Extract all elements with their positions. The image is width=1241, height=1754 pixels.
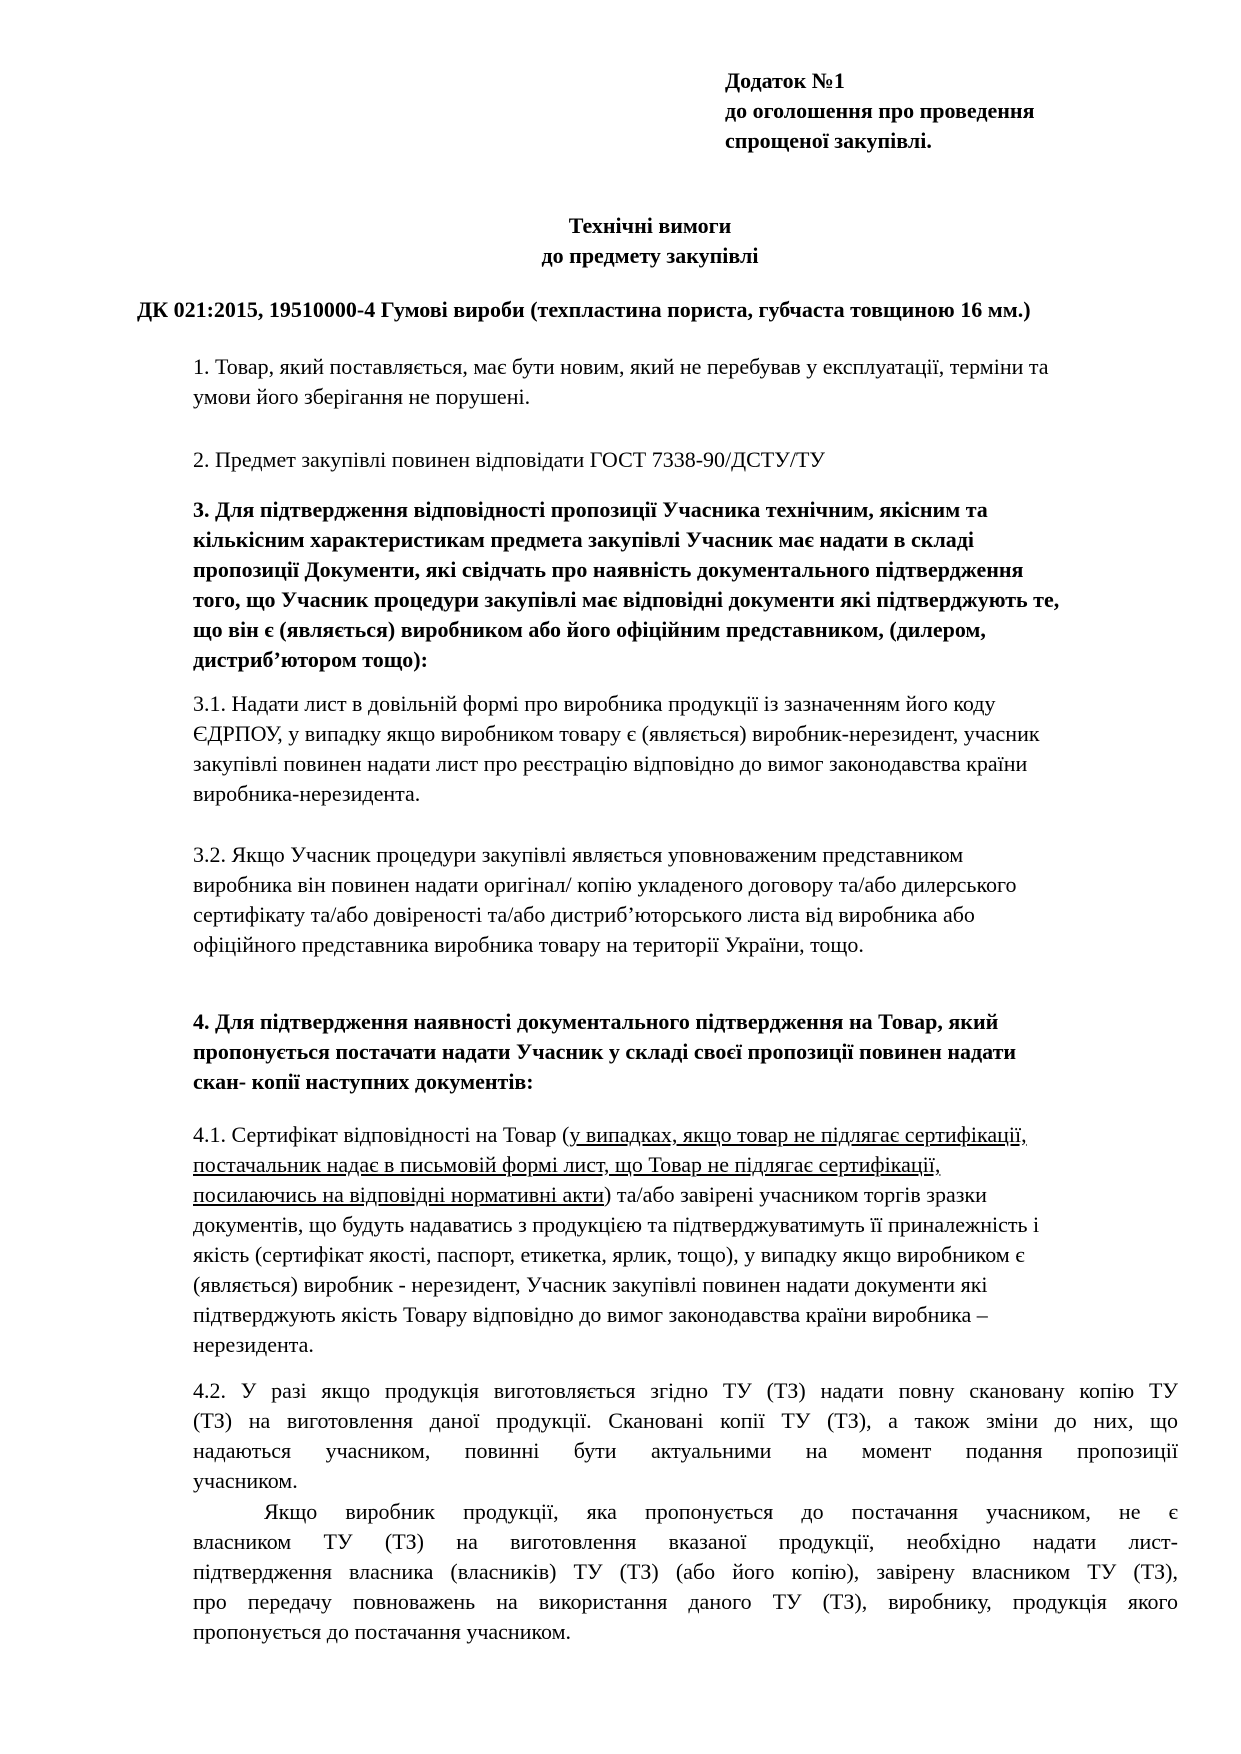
paragraph-3-2-line: офіційного представника виробника товару на території України, тощо. bbox=[193, 932, 864, 957]
paragraph-3-2-line: виробника він повинен надати оригінал/ копію укладеного договору та/або дилерського bbox=[193, 872, 1017, 897]
paragraph-2 bbox=[193, 445, 1178, 475]
paragraph-4-3-line: Якщо виробник продукції, яка пропонується до постачання учасником, не є bbox=[264, 1499, 1178, 1524]
paragraph-4-2-line: 4.2. У разі якщо продукція виготовляється згідно ТУ (ТЗ) надати повну скановану копію ТУ bbox=[193, 1378, 1178, 1403]
paragraph-4-line: пропонується постачати надати Учасник у складі своєї пропозиції повинен надати bbox=[193, 1039, 1017, 1064]
paragraph-3-2 bbox=[193, 840, 1178, 960]
paragraph-1 bbox=[193, 352, 1178, 412]
annex-number: Додаток №1 bbox=[725, 68, 845, 93]
paragraph-4-1-line: (являється) виробник - нерезидент, Учасник закупівлі повинен надати документи які bbox=[193, 1272, 988, 1297]
paragraph-3-line: того, що Учасник процедури закупівлі має відповідні документи які підтверджують те, bbox=[193, 587, 1060, 612]
paragraph-4-2 bbox=[193, 1376, 1178, 1496]
paragraph-1-line: 1. Товар, який поставляється, має бути новим, який не перебував у експлуатації, терміни та bbox=[193, 354, 1049, 379]
paragraph-3-line: дистриб’ютором тощо): bbox=[193, 647, 428, 672]
paragraph-4-1-text: 4.1. Сертифікат відповідності на Товар ( bbox=[193, 1122, 570, 1147]
paragraph-3-line: що він є (являється) виробником або його офіційним представником, (дилером, bbox=[193, 617, 986, 642]
paragraph-4-3-line: про передачу повноважень на використання даного ТУ (ТЗ), виробнику, продукція якого bbox=[193, 1589, 1178, 1614]
paragraph-3-1-line: ЄДРПОУ, у випадку якщо виробником товару є (являється) виробник-нерезидент, учасник bbox=[193, 721, 1040, 746]
paragraph-4-1-line bbox=[193, 1150, 1178, 1180]
paragraph-3-2-line: сертифікату та/або довіреності та/або дистриб’юторського листа від виробника або bbox=[193, 902, 975, 927]
paragraph-4-1 bbox=[193, 1120, 1178, 1360]
paragraph-4-3-line: пропонується до постачання учасником. bbox=[193, 1619, 572, 1644]
paragraph-3-1-line: виробника-нерезидента. bbox=[193, 781, 421, 806]
paragraph-4 bbox=[193, 1007, 1178, 1097]
paragraph-3 bbox=[193, 495, 1178, 675]
paragraph-4-1-line: нерезидента. bbox=[193, 1332, 314, 1357]
paragraph-1-line: умови його зберігання не порушені. bbox=[193, 384, 531, 409]
paragraph-4-1-text: ) та/або завірені учасником торгів зразки bbox=[604, 1182, 987, 1207]
paragraph-4-1-line bbox=[193, 1180, 1178, 1210]
paragraph-4-1-line bbox=[193, 1120, 1178, 1150]
paragraph-3-line: 3. Для підтвердження відповідності пропозиції Учасника технічним, якісним та bbox=[193, 497, 988, 522]
title-line-2: до предмету закупівлі bbox=[541, 243, 759, 268]
classifier-code-line: ДК 021:2015, 19510000-4 Гумові вироби (техпластина пориста, губчаста товщиною 16 мм.) bbox=[137, 297, 1031, 322]
annex-header bbox=[725, 66, 1145, 156]
paragraph-4-line: скан- копії наступних документів: bbox=[193, 1069, 534, 1094]
paragraph-3-line: пропозиції Документи, які свідчать про наявність документального підтвердження bbox=[193, 557, 1024, 582]
title-line-1: Технічні вимоги bbox=[568, 213, 732, 238]
underlined-clause: посилаючись на відповідні нормативні акти bbox=[193, 1182, 605, 1207]
paragraph-4-1-line: документів, що будуть надаватись з продукцією та підтверджуватимуть її приналежність і bbox=[193, 1212, 1040, 1237]
paragraph-4-3 bbox=[193, 1497, 1178, 1647]
paragraph-4-1-line: якість (сертифікат якості, паспорт, етикетка, ярлик, тощо), у випадку якщо виробником є bbox=[193, 1242, 1025, 1267]
document-title bbox=[0, 211, 1241, 271]
paragraph-4-3-line: підтвердження власника (власників) ТУ (ТЗ) (або його копію), завірену власником ТУ (ТЗ), bbox=[193, 1559, 1178, 1584]
underlined-clause: постачальник надає в письмовій формі лист, що Товар не підлягає сертифікації, bbox=[193, 1152, 941, 1177]
paragraph-2-line: 2. Предмет закупівлі повинен відповідати ГОСТ 7338-90/ДСТУ/ТУ bbox=[193, 447, 825, 472]
paragraph-3-2-line: 3.2. Якщо Учасник процедури закупівлі являється уповноваженим представником bbox=[193, 842, 964, 867]
paragraph-4-1-line: підтверджують якість Товару відповідно до вимог законодавства країни виробника – bbox=[193, 1302, 988, 1327]
paragraph-4-line: 4. Для підтвердження наявності документального підтвердження на Товар, який bbox=[193, 1009, 999, 1034]
paragraph-3-1-line: закупівлі повинен надати лист про реєстрацію відповідно до вимог законодавства країни bbox=[193, 751, 1028, 776]
paragraph-4-2-line: надаються учасником, повинні бути актуальними на момент подання пропозиції bbox=[193, 1438, 1178, 1463]
annex-line-2: до оголошення про проведення bbox=[725, 98, 1035, 123]
underlined-clause: у випадках, якщо товар не підлягає сертифікації, bbox=[569, 1122, 1027, 1147]
paragraph-4-2-line: (ТЗ) на виготовлення даної продукції. Скановані копії ТУ (ТЗ), а також зміни до них, що bbox=[193, 1408, 1178, 1433]
paragraph-4-3-line: власником ТУ (ТЗ) на виготовлення вказаної продукції, необхідно надати лист- bbox=[193, 1529, 1178, 1554]
annex-line-3: спрощеної закупівлі. bbox=[725, 128, 932, 153]
paragraph-3-line: кількісним характеристикам предмета закупівлі Учасник має надати в складі bbox=[193, 527, 975, 552]
paragraph-3-1-line: 3.1. Надати лист в довільній формі про виробника продукції із зазначенням його коду bbox=[193, 691, 996, 716]
paragraph-3-1 bbox=[193, 689, 1178, 809]
paragraph-4-2-line: учасником. bbox=[193, 1468, 298, 1493]
